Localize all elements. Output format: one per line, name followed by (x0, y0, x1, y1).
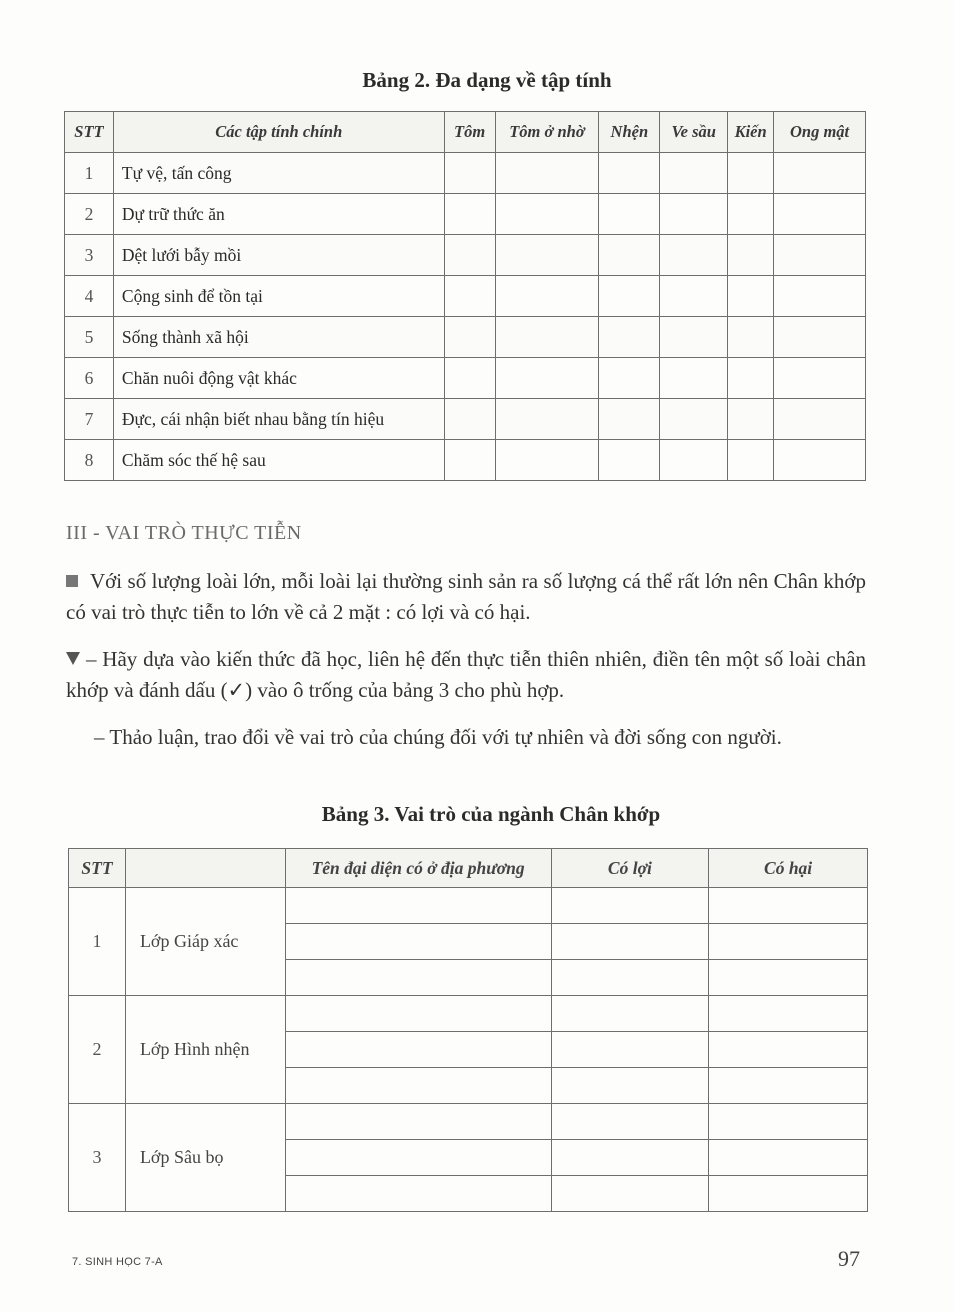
row-number: 8 (65, 440, 114, 481)
table-row (65, 153, 866, 194)
behavior-name: Cộng sinh để tồn tại (113, 276, 444, 317)
beneficial-cell[interactable] (551, 1032, 709, 1068)
table-row (69, 888, 868, 924)
paragraph-discussion (66, 722, 866, 753)
representative-cell[interactable] (285, 996, 551, 1032)
table2-header-nhen: Nhện (599, 112, 660, 153)
behavior-name: Đực, cái nhận biết nhau bằng tín hiệu (113, 399, 444, 440)
behavior-diversity-table (64, 111, 866, 481)
row-number: 3 (65, 235, 114, 276)
table2-header-kien: Kiến (728, 112, 774, 153)
beneficial-cell[interactable] (551, 1140, 709, 1176)
beneficial-cell[interactable] (551, 996, 709, 1032)
representative-cell[interactable] (285, 1032, 551, 1068)
beneficial-cell[interactable] (551, 888, 709, 924)
table-row (65, 440, 866, 481)
table-row (65, 317, 866, 358)
blank-cell[interactable] (495, 358, 599, 399)
harmful-cell[interactable] (709, 960, 868, 996)
representative-cell[interactable] (285, 1176, 551, 1212)
blank-cell[interactable] (495, 399, 599, 440)
blank-cell[interactable] (444, 440, 495, 481)
blank-cell[interactable] (774, 358, 866, 399)
table-row (65, 235, 866, 276)
blank-cell[interactable] (599, 153, 660, 194)
row-number: 4 (65, 276, 114, 317)
behavior-name: Dệt lưới bẫy mồi (113, 235, 444, 276)
group-name: Lớp Giáp xác (125, 888, 285, 996)
blank-cell[interactable] (774, 153, 866, 194)
blank-cell[interactable] (774, 317, 866, 358)
row-number: 2 (65, 194, 114, 235)
table2-header-ong-mat: Ong mật (774, 112, 866, 153)
blank-cell[interactable] (599, 194, 660, 235)
blank-cell[interactable] (599, 358, 660, 399)
table-row (65, 399, 866, 440)
beneficial-cell[interactable] (551, 1068, 709, 1104)
representative-cell[interactable] (285, 960, 551, 996)
representative-cell[interactable] (285, 924, 551, 960)
paragraph-intro-text: Với số lượng loài lớn, mỗi loài lại thường sinh sản ra số lượng cá thể rất lớn nên Chân khớp có vai trò thực tiễn to lớn về cả 2 mặt : có lợi và có hại. (66, 569, 866, 624)
square-bullet-icon (66, 575, 78, 587)
blank-cell[interactable] (444, 194, 495, 235)
row-number: 5 (65, 317, 114, 358)
blank-cell[interactable] (728, 276, 774, 317)
harmful-cell[interactable] (709, 924, 868, 960)
blank-cell[interactable] (495, 194, 599, 235)
row-number: 3 (69, 1104, 126, 1212)
blank-cell[interactable] (495, 276, 599, 317)
row-number: 7 (65, 399, 114, 440)
behavior-name: Chăm sóc thế hệ sau (113, 440, 444, 481)
paragraph-task-text: – Hãy dựa vào kiến thức đã học, liên hệ đến thực tiễn thiên nhiên, điền tên một số loài chân khớp và đánh dấu (✓) vào ô trống của bảng 3 cho phù hợp. (66, 647, 866, 702)
blank-cell[interactable] (728, 194, 774, 235)
table-row (69, 996, 868, 1032)
paragraph-discussion-text: – Thảo luận, trao đổi về vai trò của chúng đối với tự nhiên và đời sống con người. (94, 725, 782, 749)
beneficial-cell[interactable] (551, 1176, 709, 1212)
table3-header-harmful: Có hại (709, 849, 868, 888)
blank-cell[interactable] (660, 440, 728, 481)
harmful-cell[interactable] (709, 1104, 868, 1140)
blank-cell[interactable] (660, 399, 728, 440)
blank-cell[interactable] (444, 235, 495, 276)
table2-header-ve-sau: Ve sầu (660, 112, 728, 153)
blank-cell[interactable] (660, 276, 728, 317)
footer-book-label: 7. SINH HỌC 7-A (72, 1256, 163, 1268)
table-row (69, 1104, 868, 1140)
harmful-cell[interactable] (709, 1176, 868, 1212)
representative-cell[interactable] (285, 888, 551, 924)
table2-header-stt: STT (65, 112, 114, 153)
harmful-cell[interactable] (709, 888, 868, 924)
row-number: 1 (65, 153, 114, 194)
blank-cell[interactable] (495, 153, 599, 194)
table3-header-group (125, 849, 285, 888)
section-heading: III - VAI TRÒ THỰC TIỄN (66, 522, 302, 544)
representative-cell[interactable] (285, 1068, 551, 1104)
blank-cell[interactable] (660, 317, 728, 358)
blank-cell[interactable] (495, 235, 599, 276)
beneficial-cell[interactable] (551, 924, 709, 960)
blank-cell[interactable] (599, 235, 660, 276)
paragraph-intro (66, 566, 866, 628)
table2-header-behavior: Các tập tính chính (113, 112, 444, 153)
blank-cell[interactable] (774, 235, 866, 276)
blank-cell[interactable] (728, 235, 774, 276)
table2-caption: Bảng 2. Đa dạng về tập tính (362, 68, 612, 92)
blank-cell[interactable] (495, 317, 599, 358)
beneficial-cell[interactable] (551, 1104, 709, 1140)
paragraph-task (66, 644, 866, 706)
behavior-name: Tự vệ, tấn công (113, 153, 444, 194)
blank-cell[interactable] (495, 440, 599, 481)
blank-cell[interactable] (728, 440, 774, 481)
blank-cell[interactable] (728, 317, 774, 358)
table2-header-tom-o-nho: Tôm ở nhờ (495, 112, 599, 153)
table-row (65, 194, 866, 235)
blank-cell[interactable] (774, 194, 866, 235)
blank-cell[interactable] (660, 194, 728, 235)
behavior-name: Dự trữ thức ăn (113, 194, 444, 235)
blank-cell[interactable] (660, 153, 728, 194)
blank-cell[interactable] (660, 235, 728, 276)
behavior-name: Chăn nuôi động vật khác (113, 358, 444, 399)
beneficial-cell[interactable] (551, 960, 709, 996)
blank-cell[interactable] (444, 317, 495, 358)
table3-header-beneficial: Có lợi (551, 849, 709, 888)
harmful-cell[interactable] (709, 1140, 868, 1176)
table-row (65, 358, 866, 399)
blank-cell[interactable] (660, 358, 728, 399)
group-name: Lớp Sâu bọ (125, 1104, 285, 1212)
blank-cell[interactable] (728, 153, 774, 194)
table2-header-tom: Tôm (444, 112, 495, 153)
table-row (65, 276, 866, 317)
blank-cell[interactable] (444, 358, 495, 399)
blank-cell[interactable] (774, 399, 866, 440)
blank-cell[interactable] (444, 276, 495, 317)
blank-cell[interactable] (599, 317, 660, 358)
harmful-cell[interactable] (709, 1068, 868, 1104)
harmful-cell[interactable] (709, 996, 868, 1032)
blank-cell[interactable] (728, 358, 774, 399)
harmful-cell[interactable] (709, 1032, 868, 1068)
table3-caption: Bảng 3. Vai trò của ngành Chân khớp (321, 802, 661, 826)
row-number: 1 (69, 888, 126, 996)
representative-cell[interactable] (285, 1140, 551, 1176)
arthropod-role-table (68, 848, 868, 1212)
triangle-bullet-icon (66, 652, 80, 665)
row-number: 2 (69, 996, 126, 1104)
page-number: 97 (838, 1246, 860, 1271)
table3-header-representative: Tên đại diện có ở địa phương (285, 849, 551, 888)
table3-header-row (69, 849, 868, 888)
table3-header-stt: STT (69, 849, 126, 888)
group-name: Lớp Hình nhện (125, 996, 285, 1104)
blank-cell[interactable] (599, 276, 660, 317)
blank-cell[interactable] (444, 153, 495, 194)
blank-cell[interactable] (728, 399, 774, 440)
row-number: 6 (65, 358, 114, 399)
blank-cell[interactable] (774, 276, 866, 317)
table2-header-row (65, 112, 866, 153)
representative-cell[interactable] (285, 1104, 551, 1140)
blank-cell[interactable] (444, 399, 495, 440)
behavior-name: Sống thành xã hội (113, 317, 444, 358)
blank-cell[interactable] (774, 440, 866, 481)
blank-cell[interactable] (599, 399, 660, 440)
blank-cell[interactable] (599, 440, 660, 481)
